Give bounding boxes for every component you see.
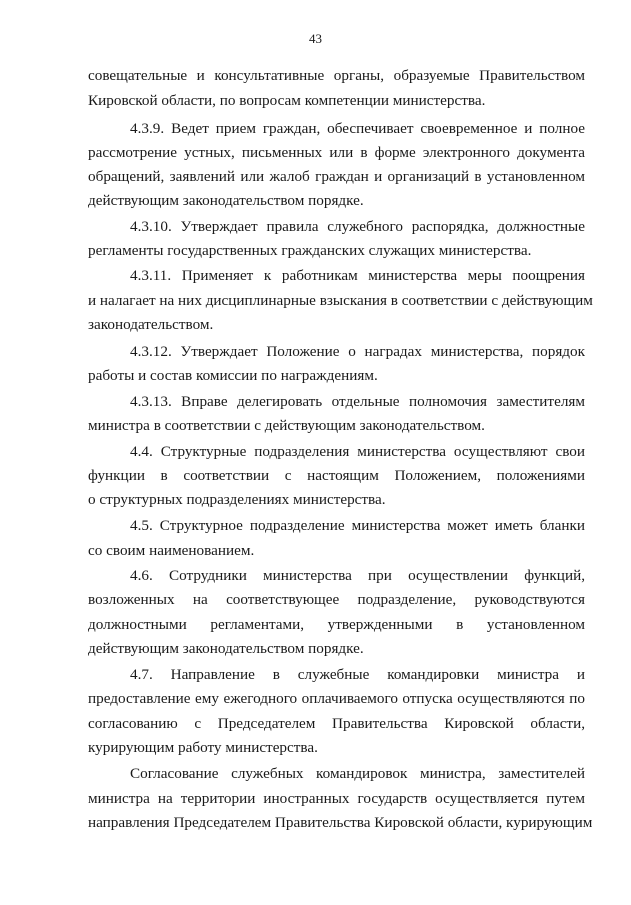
paragraph-first-line: 4.3.13. Вправе делегировать отдельные полномочия заместителям <box>130 393 585 410</box>
text-line: рассмотрение устных, письменных или в форме электронного документа <box>88 144 585 161</box>
text-line: со своим наименованием. <box>88 542 255 559</box>
text-line: согласованию с Председателем Правительства Кировской области, <box>88 715 585 732</box>
text-line: законодательством. <box>88 316 214 333</box>
paragraph-first-line: 4.3.12. Утверждает Положение о наградах министерства, порядок <box>130 343 585 360</box>
text-line: и налагает на них дисциплинарные взыскания в соответствии с действующим <box>88 292 593 309</box>
paragraph-first-line: 4.5. Структурное подразделение министерства может иметь бланки <box>130 517 585 534</box>
text-line: о структурных подразделениях министерства. <box>88 491 386 508</box>
text-line: совещательные и консультативные органы, образуемые Правительством <box>88 67 585 84</box>
text-line: Кировской области, по вопросам компетенции министерства. <box>88 92 486 109</box>
paragraph-first-line: 4.6. Сотрудники министерства при осуществлении функций, <box>130 567 585 584</box>
text-line: министра на территории иностранных государств осуществляется путем <box>88 790 585 807</box>
text-line: функции в соответствии с настоящим Положением, положениями <box>88 467 585 484</box>
paragraph-first-line: 4.4. Структурные подразделения министерства осуществляют свои <box>130 443 585 460</box>
text-line: предоставление ему ежегодного оплачиваемого отпуска осуществляются по <box>88 690 585 707</box>
text-line: действующим законодательством порядке. <box>88 192 364 209</box>
paragraph-first-line: 4.3.11. Применяет к работникам министерства меры поощрения <box>130 267 585 284</box>
text-line: возложенных на соответствующее подразделение, руководствуются <box>88 591 585 608</box>
text-line: министра в соответствии с действующим законодательством. <box>88 417 485 434</box>
paragraph-first-line: 4.7. Направление в служебные командировки министра и <box>130 666 585 683</box>
page-number: 43 <box>309 31 322 46</box>
text-line: должностными регламентами, утвержденными в установленном <box>88 616 585 633</box>
paragraph-first-line: Согласование служебных командировок министра, заместителей <box>130 765 585 782</box>
paragraph-first-line: 4.3.10. Утверждает правила служебного распорядка, должностные <box>130 218 585 235</box>
text-line: обращений, заявлений или жалоб граждан и организаций в установленном <box>88 168 585 185</box>
text-line: работы и состав комиссии по награждениям. <box>88 367 378 384</box>
text-line: курирующим работу министерства. <box>88 739 318 756</box>
text-line: регламенты государственных гражданских служащих министерства. <box>88 242 532 259</box>
paragraph-first-line: 4.3.9. Ведет прием граждан, обеспечивает своевременное и полное <box>130 120 585 137</box>
text-line: действующим законодательством порядке. <box>88 640 364 657</box>
text-line: направления Председателем Правительства Кировской области, курирующим <box>88 814 593 831</box>
